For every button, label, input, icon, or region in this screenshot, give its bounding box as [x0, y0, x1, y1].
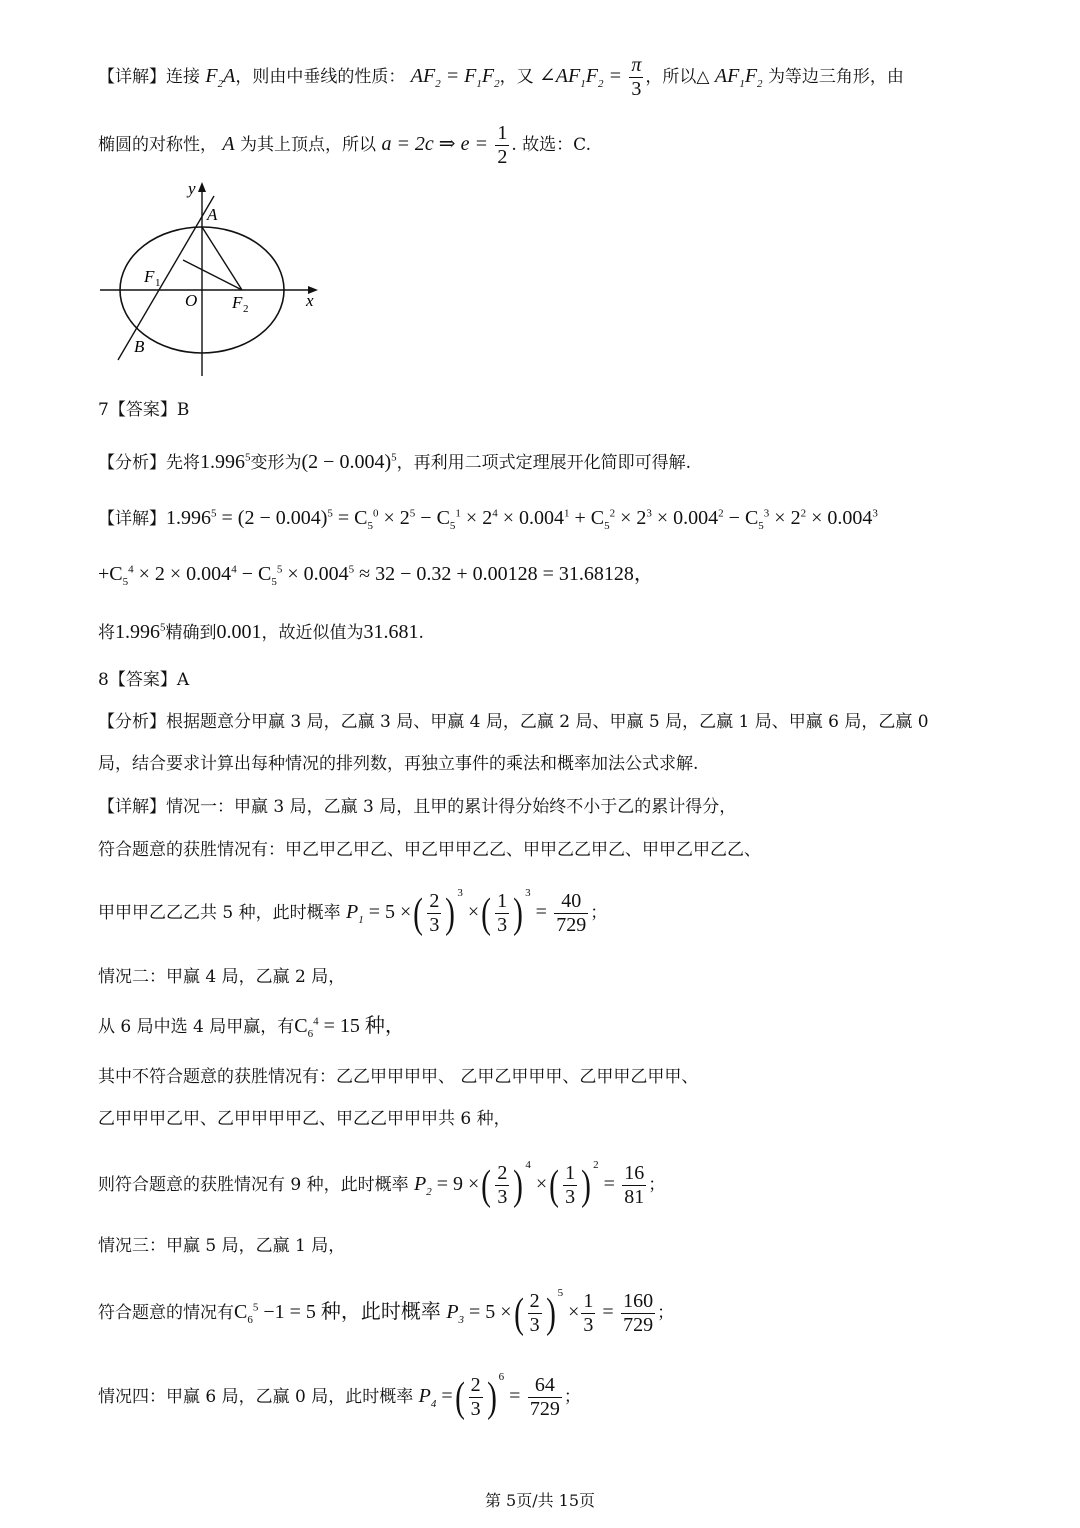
q8-analysis-2: 局，结合要求计算出每种情况的排列数，再独立事件的乘法和概率加法公式求解. [98, 754, 699, 774]
ellipse-diagram [96, 176, 336, 381]
q8-case3-title: 情况三：甲赢 5 局，乙赢 1 局， [98, 1236, 346, 1256]
q8-detail-1: 【详解】情况一：甲赢 3 局，乙赢 3 局，且甲的累计得分始终不小于乙的累计得分， [98, 797, 737, 817]
math-f2a: $F_2A$ [205, 65, 236, 90]
q8-answer: 8【答案】A [98, 670, 190, 690]
q8-case1: 甲甲甲乙乙乙共 5 种，此时概率 $P_1 = 5$ ×( $\frac{2}{3}$ ) $^3$ ×( $\frac{1}{3}$ ) $^3$ = $\frac{40}{729}$ ； [98, 887, 608, 937]
line-ab [118, 196, 214, 360]
q8-case2-choose: 从 6 局中选 4 局甲赢，有$C_6^4 = 15$ 种， [98, 1015, 405, 1040]
math-a-vertex: A [222, 133, 235, 155]
fraction-1-2: $\frac{1}{2}$ [497, 122, 508, 168]
q7-detail-line-2: $+C_5^4 \times 2 \times 0.004^4 - C_5^5 \times 0.004^5 \approx 32 - 0.32 + 0.00128 = 31.68128$， [98, 563, 654, 588]
label-f1-sub: 1 [155, 277, 161, 289]
math-expansion-1: $1.996^5 = (2 - 0.004)^5 = C_5^0 \times 2^5 - C_5^1 \times 2^4 \times 0.004^1 + C_5^2 \times 2^3 \times 0.004^2 - C_5^3 \times 2^2 \times 0.004^3$ [166, 507, 878, 532]
math-angle: $\angle AF_1F_2$ = [539, 65, 622, 90]
case3-result: $\frac{160}{729}$ [623, 1290, 654, 1336]
label-o: O [185, 291, 198, 310]
q8-case2: 则符合题意的获胜情况有 9 种，此时概率 $P_2 = 9$ ×( $\frac{2}{3}$ ) $^4$ ×( $\frac{1}{3}$ ) $^2$ = $\frac{16}{81}$ ； [98, 1159, 666, 1209]
detail-line-1: 【详解】连接 $F_2A$，则由中垂线的性质： $AF_2 = F_1F_2$，又 $\angle AF_1F_2$ = $\frac{\pi}{3}$ ，所以△ $AF_1F_2$ 为等边三角形，由 [98, 54, 904, 100]
case1-result: $\frac{40}{729}$ [556, 890, 587, 936]
label-f2: F [232, 293, 243, 312]
label-a: A [207, 205, 218, 224]
label-x: x [306, 291, 314, 310]
q8-case4: 情况四：甲赢 6 局，乙赢 0 局，此时概率 $P_4$ =( $\frac{2}{3}$ ) $^6$ = $\frac{64}{729}$ ； [98, 1371, 581, 1421]
case4-result: $\frac{64}{729}$ [529, 1374, 560, 1420]
q8-case2-title: 情况二：甲赢 4 局，乙赢 2 局， [98, 967, 346, 987]
label-f1: F [144, 267, 155, 286]
q7-detail-line-1: 【详解】$1.996^5 = (2 - 0.004)^5 = C_5^0 \times 2^5 - C_5^1 \times 2^4 \times 0.004^1 + C_5^2 \times 2^3 \times 0.004^2 - C_5^3 \times 2^2 \times 0.004^3$ [98, 507, 878, 532]
label-f2-sub: 2 [243, 303, 249, 315]
q8-analysis-1: 【分析】根据题意分甲赢 3 局，乙赢 3 局、甲赢 4 局，乙赢 2 局、甲赢 5 局，乙赢 1 局、甲赢 6 局，乙赢 0 [98, 712, 929, 732]
q8-case2-bad-2: 乙甲甲甲乙甲、乙甲甲甲甲乙、甲乙乙甲甲甲共 6 种， [98, 1109, 511, 1129]
math-a-eq-2c: a = 2c ⇒ e = [381, 133, 488, 155]
math-triangle: $AF_1F_2$ [714, 65, 763, 90]
q8-case2-bad-1: 其中不符合题意的获胜情况有：乙乙甲甲甲甲、 乙甲乙甲甲甲、乙甲甲乙甲甲、 [98, 1067, 699, 1087]
q7-conclusion: 将1.996$^5$精确到0.001，故近似值为31.681. [98, 621, 424, 643]
detail-line-2: 椭圆的对称性， A 为其上顶点，所以 a = 2c ⇒ e = $\frac{1}{2}$ . 故选：C. [98, 122, 591, 168]
math-expansion-2: $+C_5^4 \times 2 \times 0.004^4 - C_5^5 \times 0.004^5$ [98, 563, 355, 588]
q7-answer: 7【答案】B [98, 400, 190, 420]
q8-case3: 符合题意的情况有$C_6^5 -1 = 5$ 种，此时概率 $P_3 = 5$ ×( $\frac{2}{3}$ ) $^5$ × $\frac{1}{3}$ = $\frac{160}{729}$ ； [98, 1287, 675, 1337]
label-y: y [188, 179, 196, 198]
label-b: B [134, 337, 145, 356]
page-footer: 第 5页/共 15页 [484, 1491, 596, 1510]
q8-detail-2: 符合题意的获胜情况有：甲乙甲乙甲乙、甲乙甲甲乙乙、甲甲乙乙甲乙、甲甲乙甲乙乙、 [98, 840, 761, 860]
case2-result: $\frac{16}{81}$ [624, 1162, 645, 1208]
math-af2-eq-f1f2: $AF_2 = F_1F_2$ [410, 65, 500, 90]
fraction-pi-3: $\frac{\pi}{3}$ [631, 54, 642, 100]
q7-analysis: 【分析】先将1.996$^5$变形为$(2 - 0.004)^5$，再利用二项式定理展开化简即可得解. [98, 451, 692, 473]
math-paren-form: $(2 - 0.004)^5$ [301, 451, 397, 473]
y-axis-arrow [198, 182, 206, 192]
math-base: 1.996$^5$ [200, 451, 251, 473]
